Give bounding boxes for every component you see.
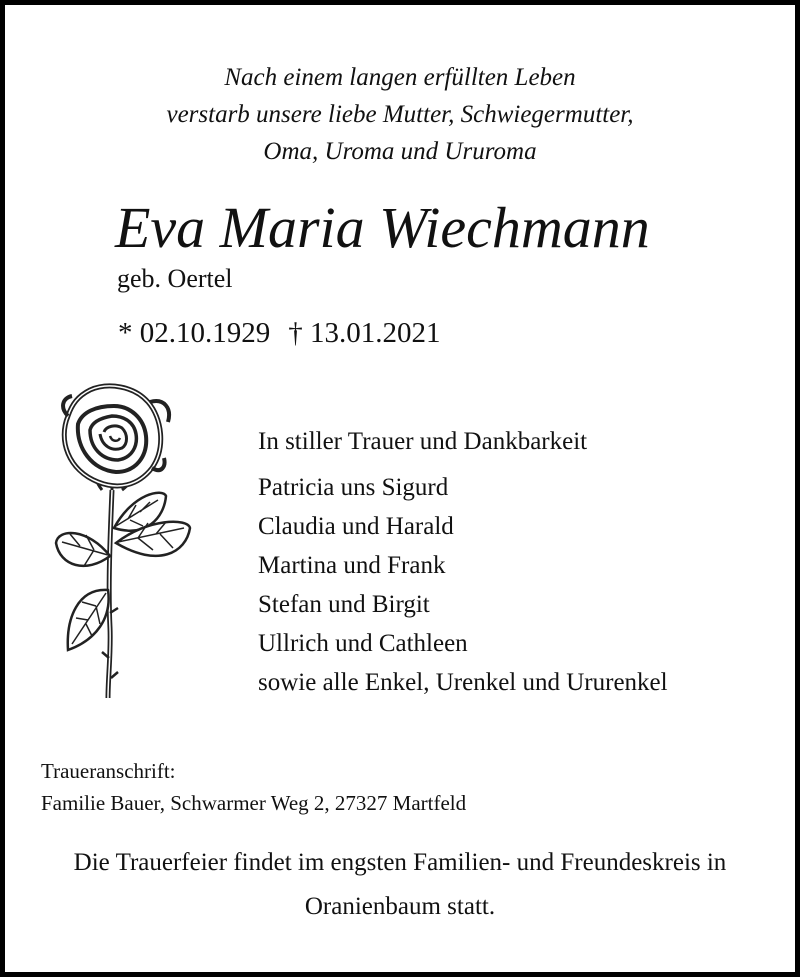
mourner-name: Patricia uns Sigurd — [258, 474, 449, 501]
intro-text — [5, 59, 795, 170]
intro-line: verstarb unsere liebe Mutter, Schwiegermutter, — [166, 101, 634, 128]
rose-icon — [38, 378, 198, 700]
address-label: Traueranschrift: — [41, 759, 176, 783]
mourning-address — [41, 755, 466, 819]
mourner-name: Martina und Frank — [258, 552, 446, 579]
birth-name: geb. Oertel — [117, 264, 233, 293]
deceased-name: Eva Maria Wiechmann — [115, 195, 650, 260]
death-date: † 13.01.2021 — [288, 317, 441, 349]
mourner-name: Claudia und Harald — [258, 513, 454, 540]
mourning-phrase: In stiller Trauer und Dankbarkeit — [258, 428, 588, 455]
intro-line: Nach einem langen erfüllten Leben — [224, 64, 576, 91]
mourner-name: Ullrich und Cathleen — [258, 630, 468, 657]
service-line: Die Trauerfeier findet im engsten Familien- und Freundeskreis in — [73, 849, 727, 876]
mourners-section — [258, 422, 668, 702]
mourner-name: sowie alle Enkel, Urenkel und Ururenkel — [258, 669, 668, 696]
address-value: Familie Bauer, Schwarmer Weg 2, 27327 Martfeld — [41, 791, 467, 815]
life-dates — [118, 314, 441, 352]
birth-date: * 02.10.1929 — [118, 317, 271, 349]
funeral-service-note — [5, 841, 795, 929]
mourner-name: Stefan und Birgit — [258, 591, 430, 618]
intro-line: Oma, Uroma und Ururoma — [263, 138, 537, 165]
service-line: Oranienbaum statt. — [304, 893, 496, 920]
